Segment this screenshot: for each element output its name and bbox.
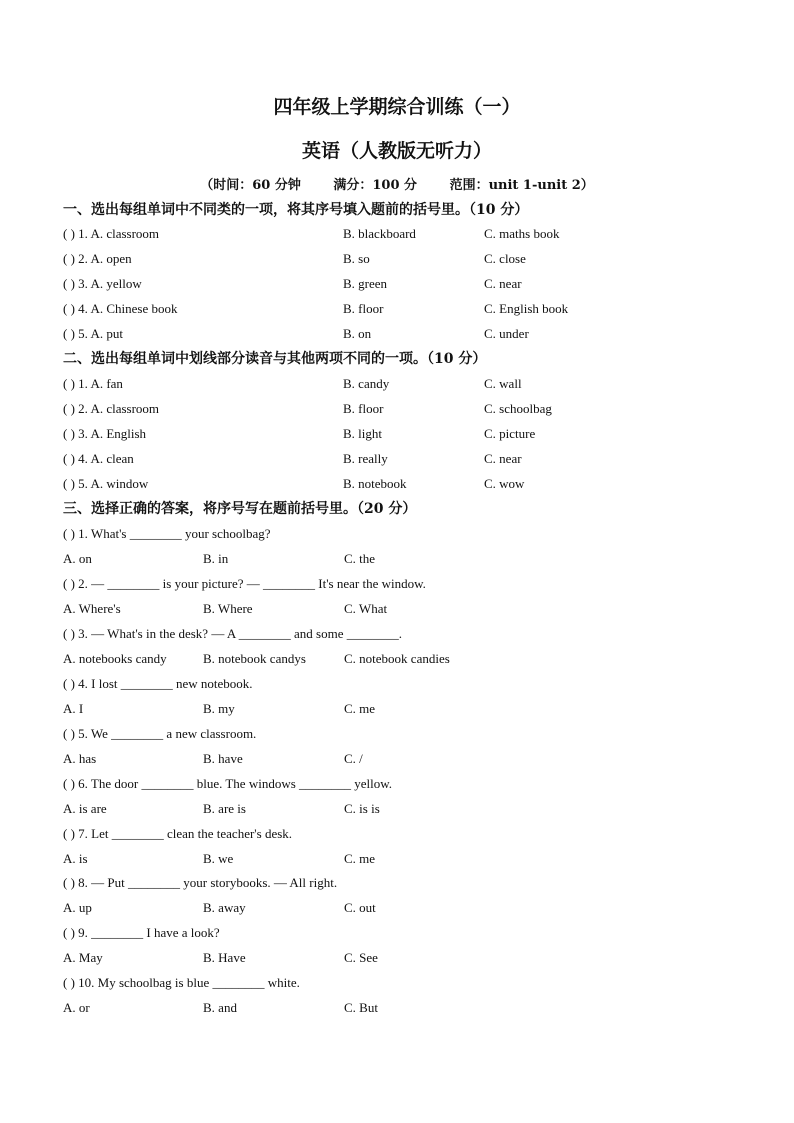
- option-c: C. under: [484, 326, 529, 341]
- option-a: A. is: [63, 851, 88, 866]
- question-stem: ( ) 5. We ________ a new classroom.: [63, 726, 257, 741]
- section3-options: [63, 801, 763, 819]
- section3-question: [63, 925, 763, 943]
- option-b: B. blackboard: [343, 226, 416, 241]
- option-b: B. are is: [203, 801, 246, 816]
- option-b: B. have: [203, 751, 243, 766]
- question-stem: ( ) 1. What's ________ your schoolbag?: [63, 526, 271, 541]
- section2-question: [63, 401, 763, 419]
- option-c: C. me: [344, 851, 376, 866]
- section3-options: [63, 950, 763, 968]
- option-b: B. floor: [343, 401, 384, 416]
- option-a: A. has: [63, 751, 97, 766]
- option-b: B. and: [203, 1000, 237, 1015]
- question-stem: ( ) 3. — What's in the desk? — A ________ and some ________.: [63, 626, 402, 641]
- exam-time: （时间：60 分钟: [200, 178, 301, 193]
- option-b: B. away: [203, 900, 246, 915]
- question-stem: ( ) 7. Let ________ clean the teacher's desk.: [63, 826, 293, 841]
- section3-question: [63, 626, 763, 644]
- option-a: A. on: [63, 551, 92, 566]
- section3-options: [63, 751, 763, 769]
- section3-options: [63, 851, 763, 869]
- option-b: B. Where: [203, 601, 253, 616]
- section1-heading: 一、选出每组单词中不同类的一项，将其序号填入题前的括号里。（10 分）: [63, 202, 529, 218]
- section2-question: [63, 451, 763, 469]
- question-stem: ( ) 4. A. Chinese book: [63, 301, 178, 316]
- option-c: C. But: [344, 1000, 378, 1015]
- option-b: B. in: [203, 551, 229, 566]
- option-c: C. the: [344, 551, 376, 566]
- option-b: B. on: [343, 326, 372, 341]
- section1-question: [63, 301, 763, 319]
- section1-question: [63, 276, 763, 294]
- option-b: B. floor: [343, 301, 384, 316]
- exam-score: 满分：100 分: [333, 178, 418, 193]
- section1-question: [63, 226, 763, 244]
- option-c: C. near: [484, 451, 522, 466]
- option-c: C. near: [484, 276, 522, 291]
- question-stem: ( ) 1. A. classroom: [63, 226, 160, 241]
- section1-question: [63, 326, 763, 344]
- section3-question: [63, 826, 763, 844]
- question-stem: ( ) 9. ________ I have a look?: [63, 925, 220, 940]
- section3-question: [63, 676, 763, 694]
- section1-question: [63, 251, 763, 269]
- question-stem: ( ) 8. — Put ________ your storybooks. — All right.: [63, 875, 338, 890]
- section2-question: [63, 426, 763, 444]
- section3-question: [63, 776, 763, 794]
- section3-question: [63, 526, 763, 544]
- section2-question: [63, 476, 763, 494]
- option-c: C. picture: [484, 426, 536, 441]
- question-stem: ( ) 10. My schoolbag is blue ________ white.: [63, 975, 300, 990]
- question-stem: ( ) 4. I lost ________ new notebook.: [63, 676, 253, 691]
- option-c: C. notebook candies: [344, 651, 450, 666]
- section3-question: [63, 576, 763, 594]
- option-b: B. so: [343, 251, 370, 266]
- option-b: B. my: [203, 701, 235, 716]
- option-c: C. /: [344, 751, 363, 766]
- option-b: B. notebook candys: [203, 651, 306, 666]
- section3-options: [63, 601, 763, 619]
- question-stem: ( ) 5. A. put: [63, 326, 123, 341]
- option-b: B. really: [343, 451, 388, 466]
- section3-options: [63, 900, 763, 918]
- option-c: C. is is: [344, 801, 380, 816]
- question-stem: ( ) 2. A. classroom: [63, 401, 160, 416]
- option-c: C. close: [484, 251, 526, 266]
- option-b: B. Have: [203, 950, 246, 965]
- option-a: A. notebooks candy: [63, 651, 167, 666]
- exam-range: 范围：unit 1-unit 2）: [449, 178, 594, 193]
- section3-question: [63, 875, 763, 893]
- question-stem: ( ) 2. — ________ is your picture? — ________ It's near the window.: [63, 576, 426, 591]
- option-a: A. up: [63, 900, 92, 915]
- option-a: A. is are: [63, 801, 107, 816]
- option-b: B. notebook: [343, 476, 407, 491]
- option-a: A. I: [63, 701, 84, 716]
- option-c: C. me: [344, 701, 376, 716]
- option-c: C. schoolbag: [484, 401, 552, 416]
- option-c: C. See: [344, 950, 378, 965]
- option-a: A. May: [63, 950, 103, 965]
- option-b: B. candy: [343, 376, 390, 391]
- question-stem: ( ) 6. The door ________ blue. The windows ________ yellow.: [63, 776, 393, 791]
- worksheet-title: 四年级上学期综合训练（一）: [273, 96, 521, 118]
- question-stem: ( ) 3. A. yellow: [63, 276, 142, 291]
- option-b: B. light: [343, 426, 383, 441]
- section2-heading: 二、选出每组单词中划线部分读音与其他两项不同的一项。（10 分）: [63, 351, 487, 367]
- option-a: A. Where's: [63, 601, 121, 616]
- section3-options: [63, 701, 763, 719]
- option-c: C. What: [344, 601, 388, 616]
- exam-info: [0, 174, 794, 193]
- question-stem: ( ) 2. A. open: [63, 251, 132, 266]
- option-c: C. wall: [484, 376, 522, 391]
- option-a: A. or: [63, 1000, 90, 1015]
- option-c: C. English book: [484, 301, 569, 316]
- section3-options: [63, 551, 763, 569]
- option-b: B. green: [343, 276, 388, 291]
- section3-heading: 三、选择正确的答案，将序号写在题前括号里。（20 分）: [63, 501, 417, 517]
- option-c: C. out: [344, 900, 376, 915]
- section3-options: [63, 651, 763, 669]
- section3-question: [63, 975, 763, 993]
- question-stem: ( ) 5. A. window: [63, 476, 149, 491]
- worksheet-subtitle: 英语（人教版无听力）: [301, 140, 492, 162]
- option-b: B. we: [203, 851, 234, 866]
- question-stem: ( ) 3. A. English: [63, 426, 147, 441]
- section3-options: [63, 1000, 763, 1018]
- question-stem: ( ) 4. A. clean: [63, 451, 134, 466]
- section3-question: [63, 726, 763, 744]
- question-stem: ( ) 1. A. fan: [63, 376, 123, 391]
- section2-question: [63, 376, 763, 394]
- option-c: C. maths book: [484, 226, 560, 241]
- option-c: C. wow: [484, 476, 525, 491]
